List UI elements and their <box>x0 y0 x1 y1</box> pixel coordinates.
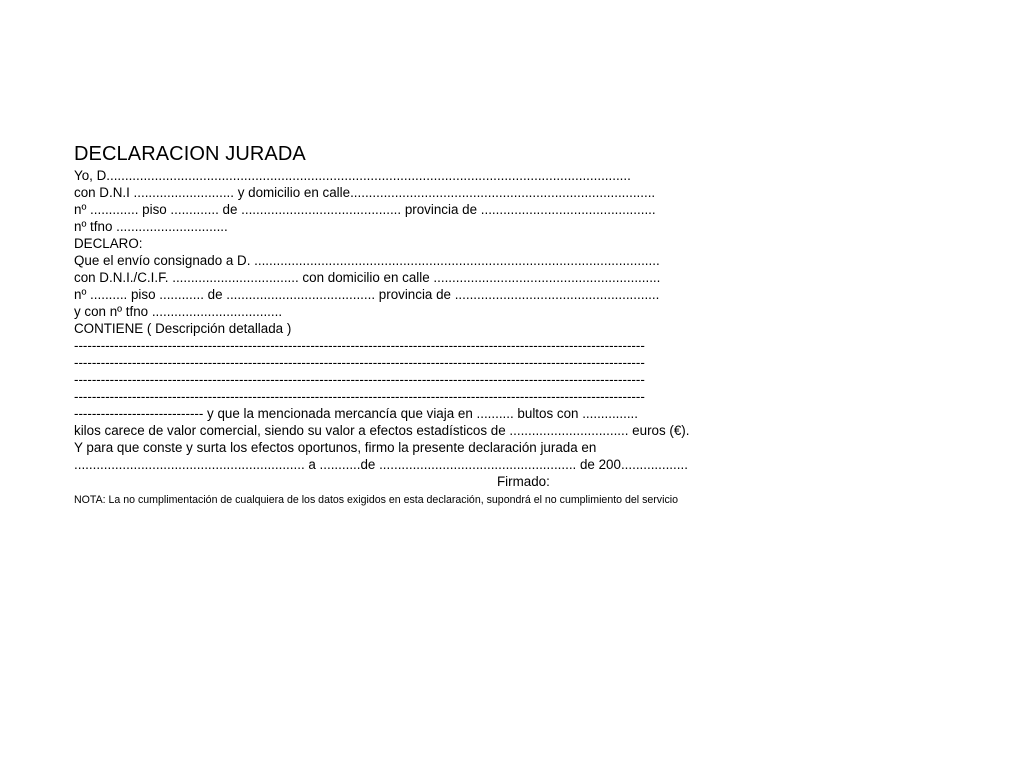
footnote: NOTA: La no cumplimentación de cualquiera de los datos exigidos en esta declaración, supondrá el no cumplimiento del servicio <box>74 494 678 506</box>
signature-label: Firmado: <box>497 474 550 489</box>
line-value: kilos carece de valor comercial, siendo su valor a efectos estadísticos de ................................ euros (€). <box>74 423 690 438</box>
line-goods-packages: ----------------------------- y que la mencionada mercancía que viaja en .......... bultos con ............... <box>74 406 638 421</box>
line-phone: nº tfno .............................. <box>74 219 228 234</box>
line-certification: Y para que conste y surta los efectos oportunos, firmo la presente declaración jurada en <box>74 440 597 455</box>
line-description-4: -------------------------------------------------------------------------------------------------------------------------------- <box>74 389 645 404</box>
line-dni-address: con D.N.I ........................... y domicilio en calle.................................................................................. <box>74 185 656 200</box>
line-consignee-number-floor-province: nº .......... piso ............ de ........................................ provincia de ....................................................... <box>74 287 660 302</box>
line-consignee-phone: y con nº tfno ................................... <box>74 304 283 319</box>
line-description-3: -------------------------------------------------------------------------------------------------------------------------------- <box>74 372 645 387</box>
line-place-date: .............................................................. a ...........de ..................................................... de 200.................. <box>74 457 688 472</box>
declaration-document <box>74 141 774 507</box>
line-consignee: Que el envío consignado a D. ............................................................................................................. <box>74 253 660 268</box>
line-contents-heading: CONTIENE ( Descripción detallada ) <box>74 321 292 336</box>
line-name: Yo, D............................................................................................................................................. <box>74 168 631 183</box>
line-number-floor-province: nº ............. piso ............. de ........................................... provincia de ............................................... <box>74 202 656 217</box>
document-title: DECLARACION JURADA <box>74 143 306 165</box>
line-description-1: -------------------------------------------------------------------------------------------------------------------------------- <box>74 338 645 353</box>
line-consignee-id-address: con D.N.I./C.I.F. .................................. con domicilio en calle ............................................................. <box>74 270 661 285</box>
line-declaro: DECLARO: <box>74 236 143 251</box>
line-description-2: -------------------------------------------------------------------------------------------------------------------------------- <box>74 355 645 370</box>
